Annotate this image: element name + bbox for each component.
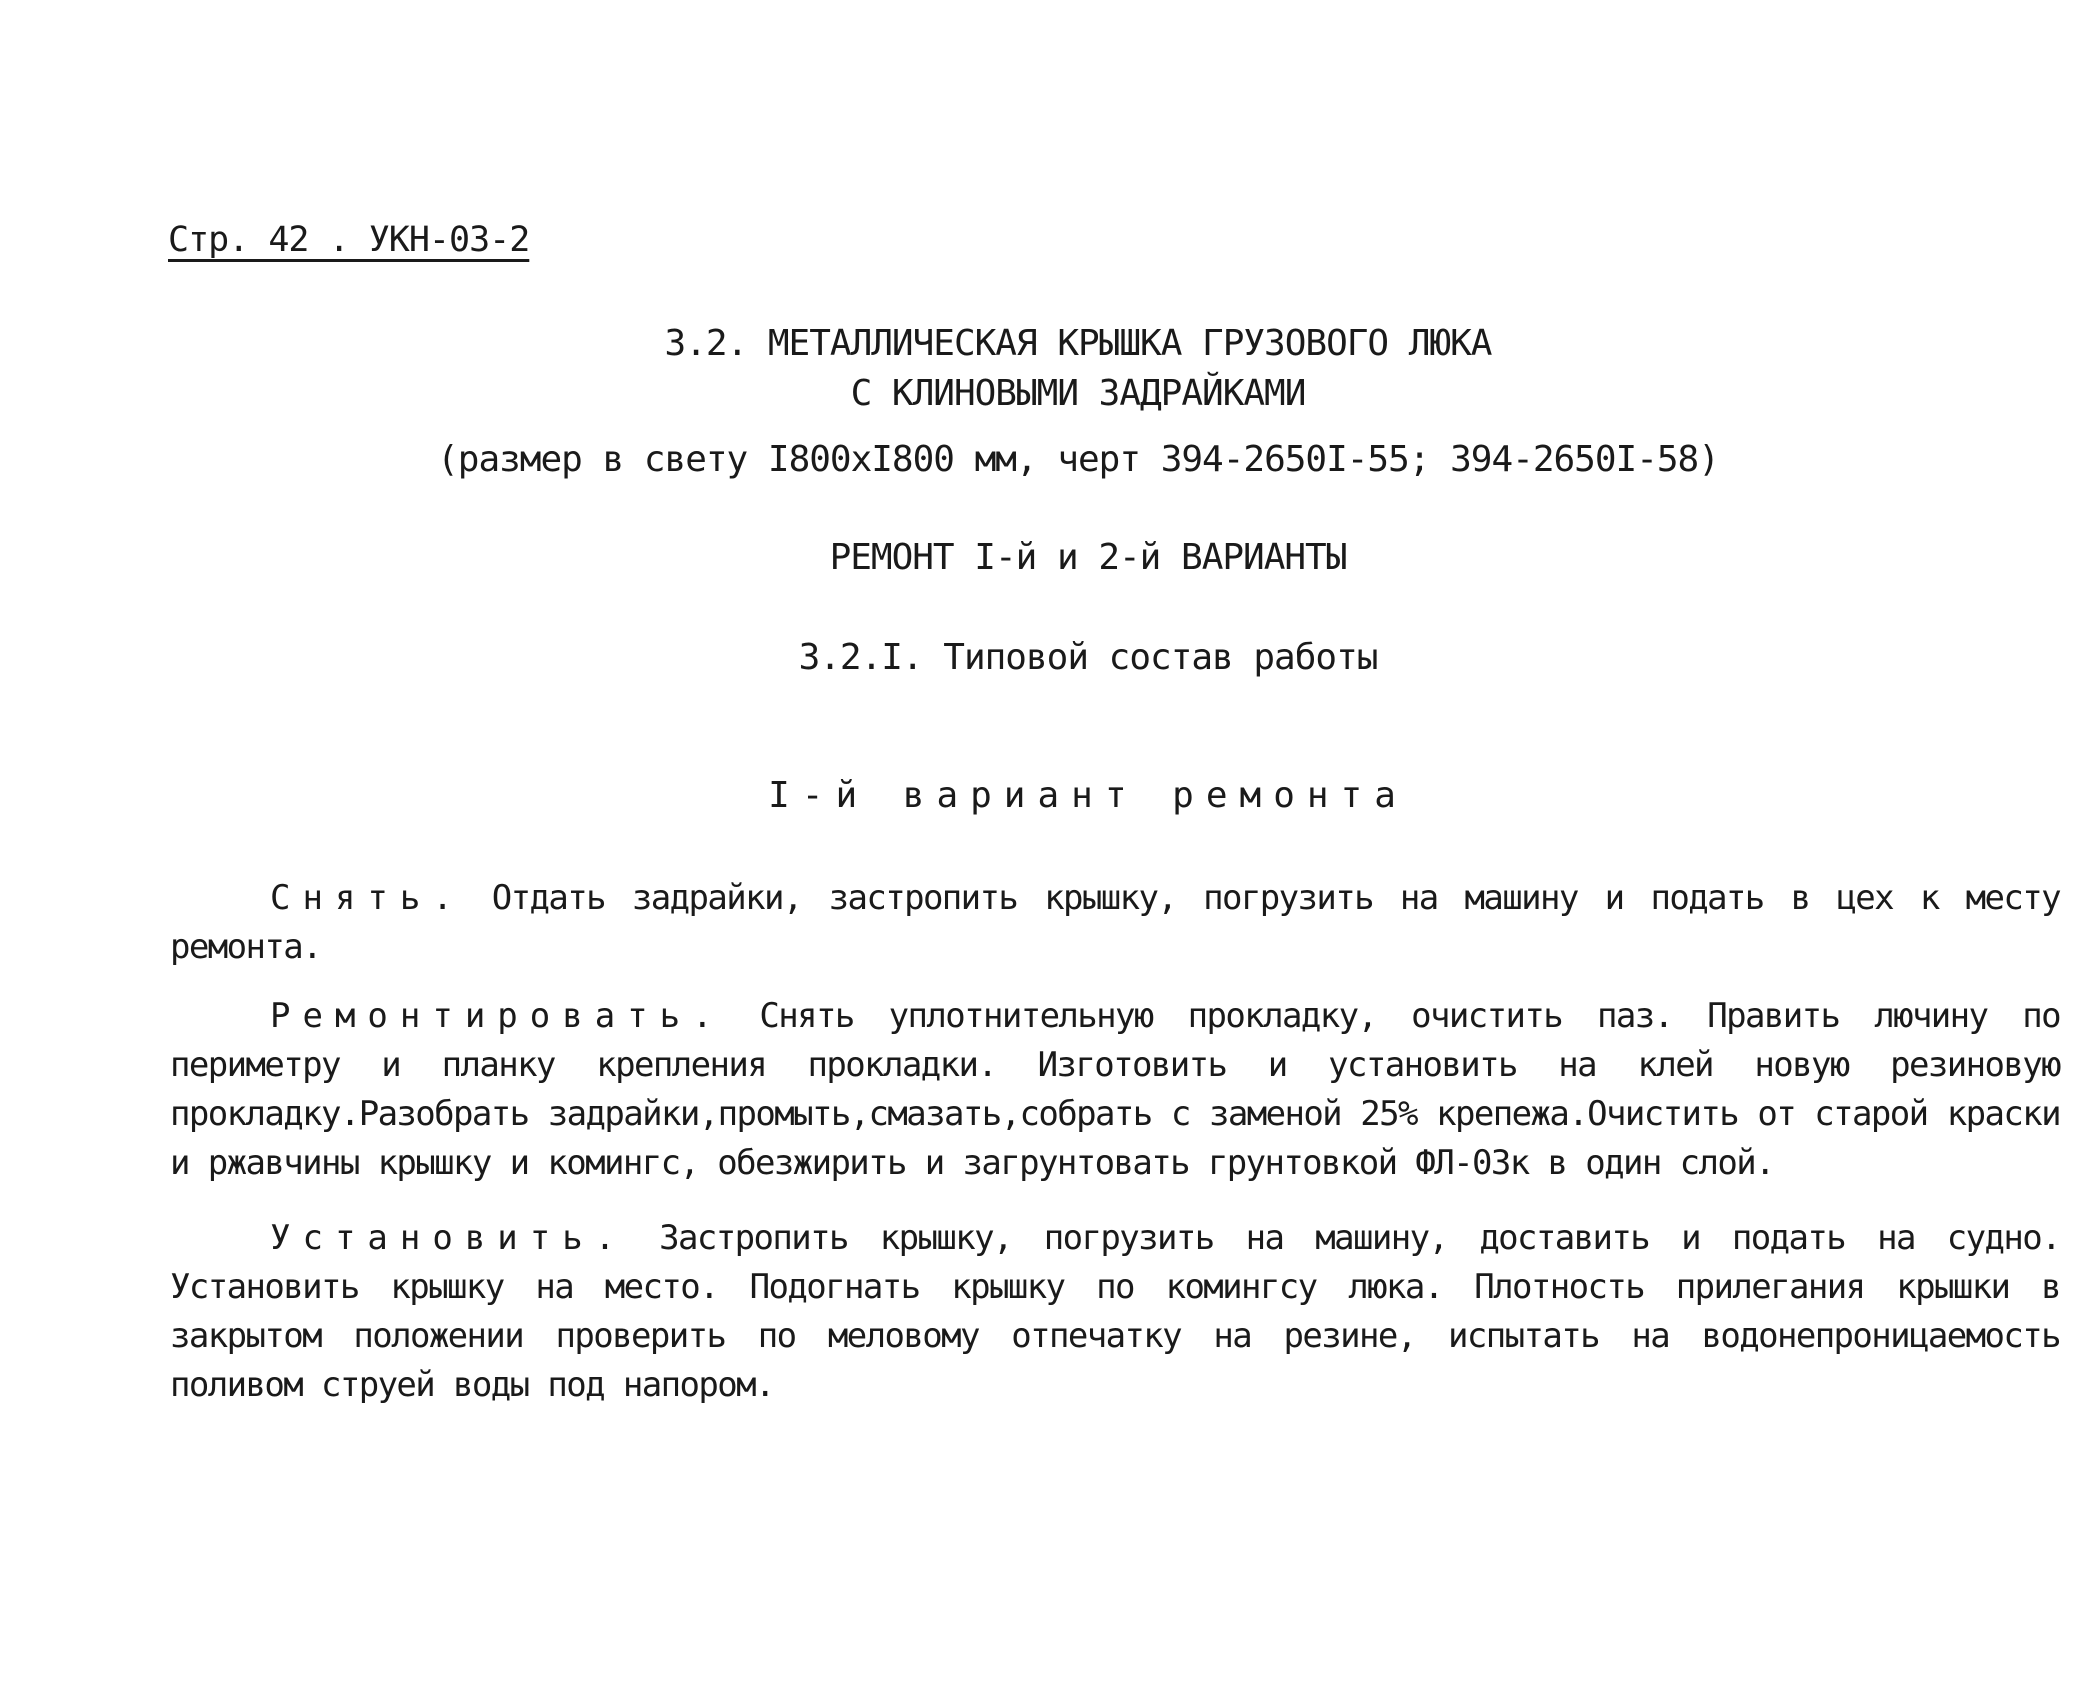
paragraph-lead: Установить. [270,1218,628,1258]
paragraph-repair [170,992,2060,1188]
paragraph-install [170,1214,2060,1410]
variant-title: I-й вариант ремонта [768,775,1408,816]
paragraph-lead: Снять. [270,878,465,918]
paragraph-text: Застропить крышку, погрузить на машину, доставить и подать на судно. Установить крышку на место. Подогнать крышку по комингсу люка. Плотность прилегания крышки в закрытом положении проверить по меловому отпечатку на резине, испытать на водонепроницаемость поливом струей воды под напором. [170,1218,2060,1405]
repair-variants-title: РЕМОНТ I-й и 2-й ВАРИАНТЫ [829,537,1347,578]
paragraph-lead: Ремонтировать. [270,996,725,1036]
work-composition-title: 3.2.I. Типовой состав работы [798,637,1378,678]
paragraph-remove [170,874,2060,972]
section-heading-line-1: 3.2. МЕТАЛЛИЧЕСКАЯ КРЫШКА ГРУЗОВОГО ЛЮКА [664,323,1492,364]
section-heading-line-2: С КЛИНОВЫМИ ЗАДРАЙКАМИ [850,373,1306,414]
page-reference: Стр. 42 . УКН-03-2 [168,220,530,260]
paragraph-text: Снять уплотнительную прокладку, очистить паз. Править лючину по периметру и планку крепления прокладки. Изготовить и установить на клей новую резиновую прокладку.Разобрать задрайки,промыть,смазать,собрать с заменой 25% крепежа.Очистить от старой краски и ржавчины крышку и комингс, обезжирить и загрунтовать грунтовкой ФЛ-03к в один слой. [170,996,2060,1183]
section-heading-specs: (размер в свету I800хI800 мм, черт 394-2650I-55; 394-2650I-58) [437,439,1719,480]
paragraph-text: Отдать задрайки, застропить крышку, погрузить на машину и подать в цех к месту ремонта. [170,878,2060,967]
